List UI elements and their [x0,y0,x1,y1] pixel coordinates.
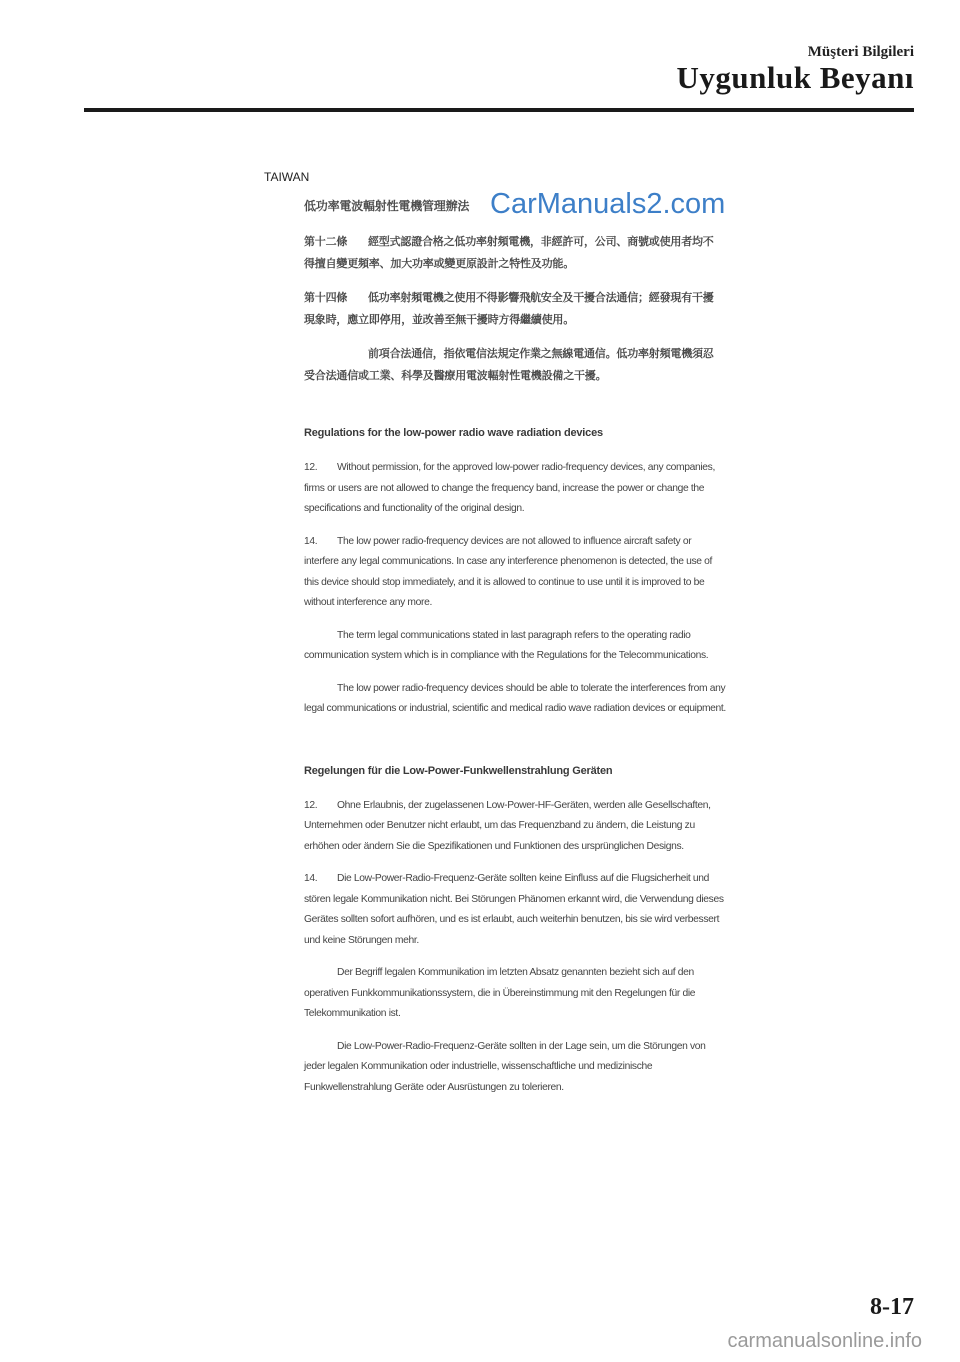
zh-article-14 [304,287,724,331]
zh-article-12 [304,231,724,275]
de-paragraph-tolerate: Die Low-Power-Radio-Frequenz-Geräte sollten in der Lage sein, um die Störungen von jeder legalen Kommunikation oder industrielle, wissenschaftliche und medizinische Funkwellenstrahlung Geräte oder Ausrüstungen zu tolerieren. [304,1040,706,1093]
zh-title: 低功率電波輻射性電機管理辦法 [304,199,470,213]
de-section [304,765,728,1099]
de-paragraph-legal: Der Begriff legalen Kommunikation im letzten Absatz genannten bezieht sich auf den operativen Funkkommunikationssystem, die in Übereinstimmung mit den Regelungen für die Telekommunikation ist. [304,967,696,1019]
de-article-12-number: 12. [304,799,318,811]
de-article-14 [304,869,728,951]
en-title: Regulations for the low-power radio wave radiation devices [304,427,603,439]
de-article-14-number: 14. [304,873,318,884]
de-article-12-text: Ohne Erlaubnis, der zugelassenen Low-Power-HF-Geräten, werden alle Gesellschaften, Unternehmen oder Benutzer nicht erlaubt, um das Frequenzband zu ändern, die Leistung zu erhöhen oder ändern Sie die Spezifikationen und Funktionen des ursprünglichen Designs. [304,799,711,852]
en-article-14 [304,532,728,614]
zh-article-14-number: 第十四條 [304,292,348,304]
zh-article-12-number: 第十二條 [304,236,348,248]
country-label: TAIWAN [264,170,310,184]
watermark-text: CarManuals2.com [490,188,726,220]
en-paragraph-tolerate: The low power radio-frequency devices should be able to tolerate the interferences from any legal communications or industrial, scientific and medical radio wave radiation devices or equipment. [304,682,726,714]
en-article-14-text: The low power radio-frequency devices are not allowed to influence aircraft safety or interfere any legal communications. In case any interference phenomenon is detected, the use of this device should stop immediately, and it is allowed to continue to use until it is improved to be without interference any more. [304,535,713,608]
regulation-document [304,197,728,1110]
en-article-12-text: Without permission, for the approved low-power radio-frequency devices, any companies, firms or users are not allowed to change the frequency band, increase the power or change the specifications and functionality of the original design. [304,462,715,514]
page-title: Uygunluk Beyanı [676,60,914,95]
en-article-12-number: 12. [304,462,318,473]
zh-article-14-text: 低功率射頻電機之使用不得影響飛航安全及干擾合法通信；經發現有干擾現象時，應立即停用，並改善至無干擾時方得繼續使用。 [304,292,714,326]
de-article-12 [304,796,728,858]
de-title: Regelungen für die Low-Power-Funkwellenstrahlung Geräten [304,764,613,777]
page-number: 8-17 [870,1294,914,1320]
en-paragraph-legal: The term legal communications stated in last paragraph refers to the operating radio communication system which is in compliance with the Regulations for the Telecommunications. [304,629,709,661]
section-label: Müşteri Bilgileri [807,44,914,60]
header-rule [84,108,914,112]
en-article-12 [304,458,728,520]
zh-paragraph-legal: 前項合法通信，指依電信法規定作業之無線電通信。低功率射頻電機須忍受合法通信或工業、科學及醫療用電波輻射性電機設備之干擾。 [304,348,714,382]
footer-watermark: carmanualsonline.info [727,1330,922,1352]
en-section [304,427,728,720]
de-article-14-text: Die Low-Power-Radio-Frequenz-Geräte sollten keine Einfluss auf die Flugsicherheit und stören legale Kommunikation nicht. Bei Störungen Phänomen erkannt wird, die Verwendung dieses Gerätes sollten sofort aufhören, und es ist erlaubt, auch weiterhin benutzen, bis sie wird verbessert und keine Störungen mehr. [304,873,724,946]
en-article-14-number: 14. [304,535,318,547]
zh-article-12-text: 經型式認證合格之低功率射頻電機，非經許可，公司、商號或使用者均不得擅自變更頻率、加大功率或變更原設計之特性及功能。 [304,236,714,270]
